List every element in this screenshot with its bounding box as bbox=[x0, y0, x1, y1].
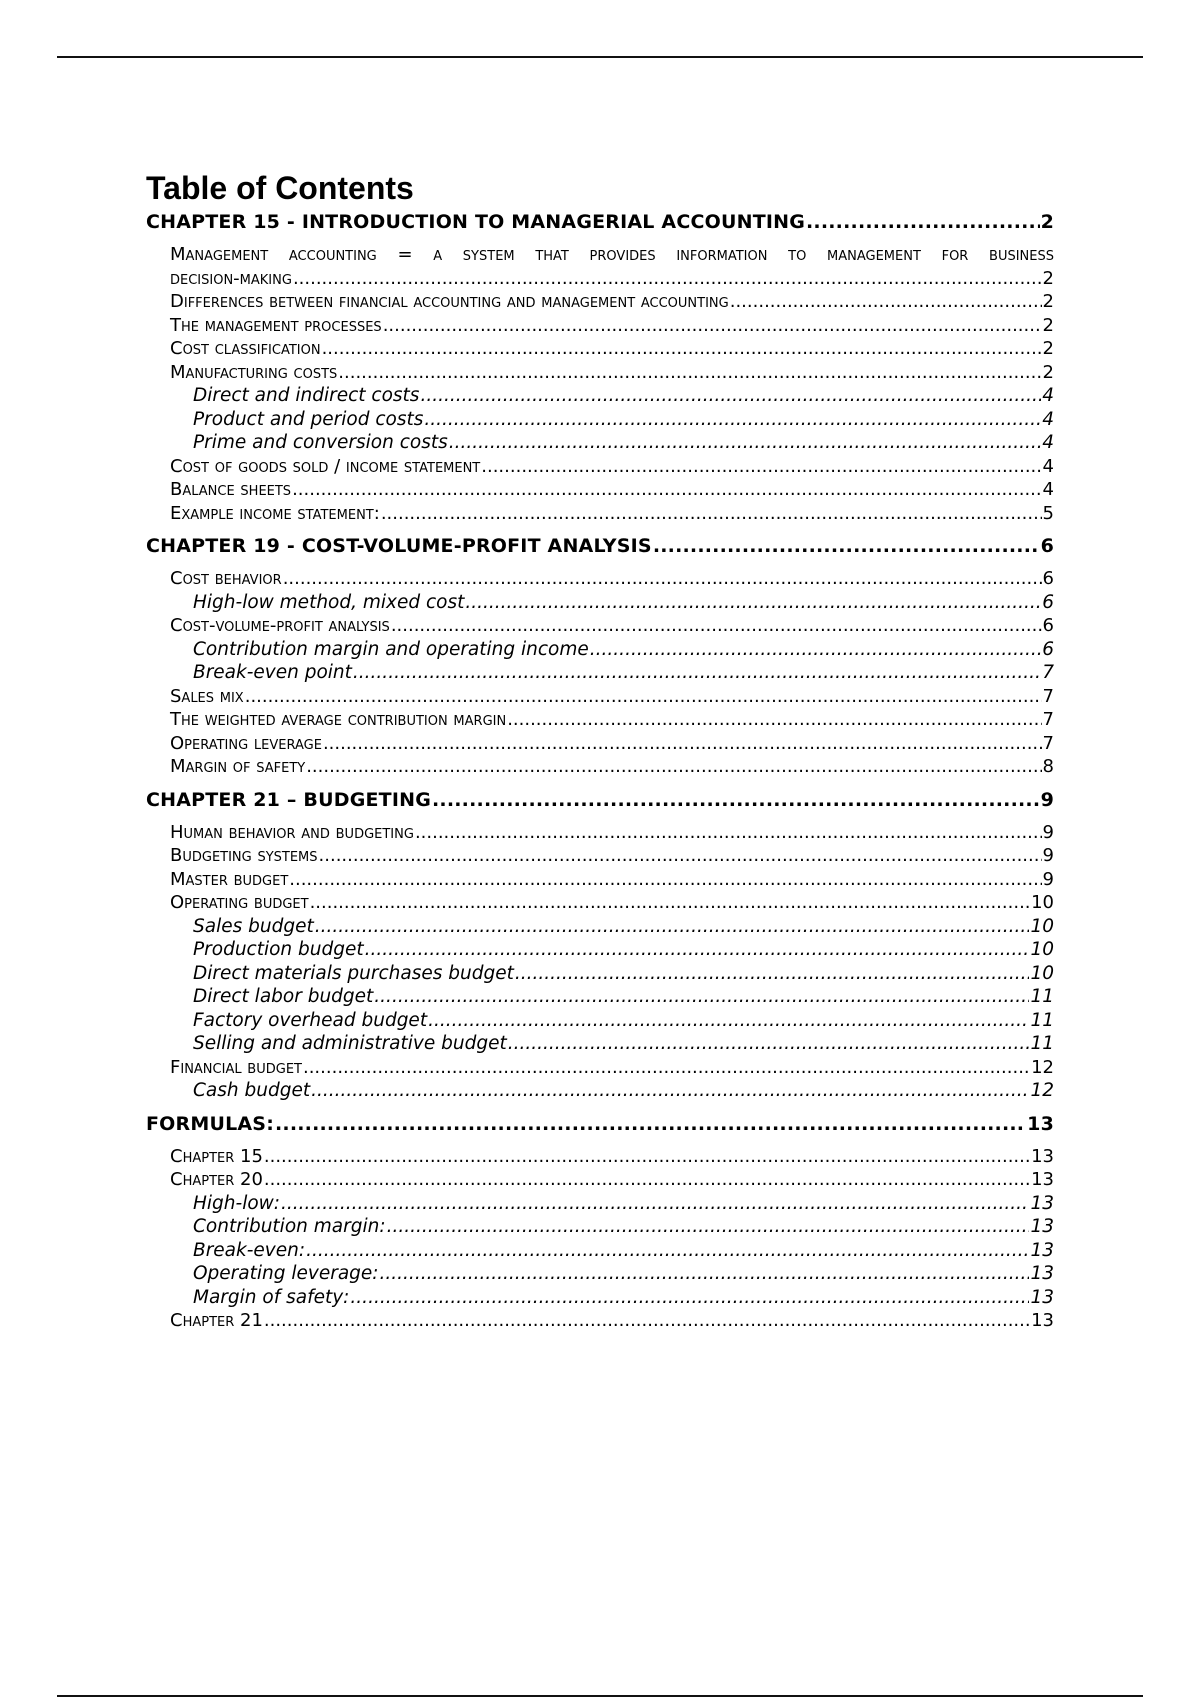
toc-page-number: 8 bbox=[1042, 756, 1054, 777]
toc-entry[interactable] bbox=[146, 337, 1054, 361]
toc-page-number: 5 bbox=[1042, 502, 1054, 524]
toc-leader bbox=[415, 821, 1042, 845]
toc-page-number: 4 bbox=[1042, 479, 1054, 500]
toc-entry-label: Operating leverage bbox=[170, 732, 322, 754]
toc-entry-label: CHAPTER 19 - COST-VOLUME-PROFIT ANALYSIS bbox=[146, 535, 652, 557]
toc-page-number: 7 bbox=[1042, 662, 1054, 683]
toc-entry-label: Financial budget bbox=[170, 1056, 302, 1078]
table-of-contents bbox=[146, 168, 1054, 1333]
toc-page-number: 2 bbox=[1042, 338, 1054, 359]
toc-subentry[interactable] bbox=[146, 384, 1054, 408]
toc-subentry[interactable] bbox=[146, 1009, 1054, 1033]
toc-page-number: 2 bbox=[1042, 291, 1054, 312]
toc-leader bbox=[515, 962, 1030, 986]
toc-page-number: 2 bbox=[1040, 211, 1054, 233]
toc-entry-label: Sales mix bbox=[170, 685, 244, 707]
toc-subentry[interactable] bbox=[146, 591, 1054, 615]
toc-leader bbox=[383, 314, 1042, 338]
toc-entry[interactable] bbox=[146, 1056, 1054, 1080]
toc-entry-label: High-low: bbox=[193, 1192, 281, 1214]
toc-subentry[interactable] bbox=[146, 1262, 1054, 1286]
toc-subentry[interactable] bbox=[146, 1215, 1054, 1239]
toc-page-number: 7 bbox=[1042, 732, 1054, 754]
toc-subentry[interactable] bbox=[146, 938, 1054, 962]
toc-page-number: 11 bbox=[1030, 1009, 1054, 1031]
toc-entry-label: Direct labor budget bbox=[193, 986, 374, 1007]
toc-page-number: 13 bbox=[1027, 1112, 1054, 1135]
toc-entry-label: The weighted average contribution margin bbox=[170, 709, 507, 730]
toc-leader bbox=[310, 891, 1031, 915]
toc-page-number: 7 bbox=[1042, 709, 1054, 730]
toc-entry-label: High-low method, mixed cost bbox=[193, 591, 465, 613]
toc-entry-label: Contribution margin: bbox=[193, 1216, 386, 1237]
toc-entry-label: Cost-volume-profit analysis bbox=[170, 615, 390, 636]
toc-entry-label: Human behavior and budgeting bbox=[170, 821, 414, 843]
toc-leader bbox=[306, 755, 1041, 779]
toc-chapter-21[interactable] bbox=[146, 788, 1054, 812]
footer-rule bbox=[57, 1695, 1143, 1697]
toc-entry[interactable] bbox=[146, 891, 1054, 915]
toc-entry-label: Product and period costs bbox=[193, 408, 424, 430]
toc-entry-label: Example income statement: bbox=[170, 502, 380, 524]
toc-entry-label: FORMULAS: bbox=[146, 1112, 274, 1135]
toc-subentry[interactable] bbox=[146, 1079, 1054, 1103]
toc-page-number: 13 bbox=[1030, 1286, 1054, 1308]
toc-leader bbox=[264, 1145, 1030, 1169]
toc-entry-label: Break-even point bbox=[193, 662, 352, 683]
toc-leader bbox=[449, 431, 1041, 455]
toc-subentry[interactable] bbox=[146, 1286, 1054, 1310]
toc-entry[interactable] bbox=[146, 314, 1054, 338]
toc-page-number: 13 bbox=[1031, 1310, 1054, 1331]
toc-entry-label: The management processes bbox=[170, 314, 382, 336]
toc-entry[interactable] bbox=[146, 1168, 1054, 1192]
toc-leader bbox=[311, 1079, 1029, 1103]
toc-leader bbox=[806, 210, 1040, 234]
toc-leader bbox=[391, 614, 1042, 638]
toc-entry-label: Operating leverage: bbox=[193, 1263, 379, 1284]
toc-entry-label: Direct and indirect costs bbox=[193, 385, 420, 406]
toc-leader bbox=[424, 408, 1041, 432]
toc-entry[interactable] bbox=[146, 708, 1054, 732]
toc-entry-label: CHAPTER 21 – BUDGETING bbox=[146, 788, 432, 811]
toc-leader bbox=[730, 290, 1042, 314]
toc-page-number: 13 bbox=[1030, 1239, 1054, 1261]
toc-page-number: 6 bbox=[1042, 615, 1054, 636]
toc-page-number: 9 bbox=[1042, 845, 1054, 866]
toc-subentry[interactable] bbox=[146, 1032, 1054, 1056]
toc-page-number: 9 bbox=[1040, 788, 1054, 811]
toc-page-number: 10 bbox=[1030, 915, 1054, 937]
toc-subentry[interactable] bbox=[146, 408, 1054, 432]
toc-entry-wrap-line: Management accounting = a system that provides information to management for business bbox=[170, 244, 1054, 265]
toc-entry-label: Margin of safety: bbox=[193, 1286, 350, 1308]
toc-entry[interactable] bbox=[146, 567, 1054, 591]
toc-entry[interactable] bbox=[146, 755, 1054, 779]
toc-entry[interactable] bbox=[146, 455, 1054, 479]
toc-entry-label: Direct materials purchases budget bbox=[193, 962, 514, 984]
toc-entry-label: Sales budget bbox=[193, 915, 314, 937]
toc-entry[interactable] bbox=[146, 361, 1054, 385]
toc-page-number: 13 bbox=[1031, 1169, 1054, 1190]
toc-entry[interactable] bbox=[146, 502, 1054, 526]
toc-entry-label: Cost classification bbox=[170, 338, 321, 359]
toc-entry[interactable] bbox=[146, 868, 1054, 892]
toc-page-number: 7 bbox=[1042, 685, 1054, 707]
toc-leader bbox=[281, 1192, 1029, 1216]
toc-entry[interactable] bbox=[146, 821, 1054, 845]
header-rule bbox=[57, 56, 1143, 58]
toc-chapter-15[interactable] bbox=[146, 210, 1054, 234]
toc-page-number: 4 bbox=[1042, 432, 1054, 453]
toc-entry-label: Master budget bbox=[170, 868, 289, 890]
toc-leader bbox=[381, 502, 1042, 526]
toc-page-number: 11 bbox=[1030, 986, 1054, 1007]
toc-entry-label: Factory overhead budget bbox=[193, 1009, 428, 1031]
toc-leader bbox=[653, 534, 1040, 558]
toc-entry-label: Operating budget bbox=[170, 892, 309, 913]
toc-leader bbox=[428, 1009, 1029, 1033]
toc-title: Table of Contents bbox=[146, 170, 414, 206]
toc-leader bbox=[306, 1239, 1029, 1263]
toc-entry-label: Differences between financial accounting and management accounting bbox=[170, 291, 729, 312]
toc-leader bbox=[508, 1032, 1030, 1056]
toc-entry-label: decision-making bbox=[170, 267, 292, 289]
toc-subentry[interactable] bbox=[146, 1239, 1054, 1263]
toc-leader bbox=[289, 868, 1041, 892]
toc-subentry[interactable] bbox=[146, 431, 1054, 455]
toc-entry-label: Cost behavior bbox=[170, 568, 282, 589]
toc-subentry[interactable] bbox=[146, 915, 1054, 939]
toc-leader bbox=[292, 478, 1041, 502]
toc-entry[interactable] bbox=[146, 732, 1054, 756]
toc-entry-label: Cost of goods sold / income statement bbox=[170, 455, 481, 477]
toc-entry[interactable] bbox=[146, 478, 1054, 502]
toc-entry[interactable] bbox=[146, 267, 1054, 291]
toc-leader bbox=[350, 1286, 1029, 1310]
toc-leader bbox=[465, 591, 1041, 615]
toc-leader bbox=[303, 1056, 1030, 1080]
toc-entry-label: Chapter 15 bbox=[170, 1145, 263, 1167]
toc-entry-label: Cash budget bbox=[193, 1080, 311, 1101]
toc-leader bbox=[507, 708, 1041, 732]
toc-page-number: 10 bbox=[1031, 892, 1054, 913]
toc-page-number: 13 bbox=[1030, 1192, 1054, 1214]
toc-leader bbox=[264, 1309, 1030, 1333]
toc-subentry[interactable] bbox=[146, 661, 1054, 685]
toc-entry-label: Contribution margin and operating income bbox=[193, 638, 589, 660]
toc-entry[interactable] bbox=[146, 290, 1054, 314]
toc-entry-label: Production budget bbox=[193, 939, 364, 960]
toc-page-number: 6 bbox=[1042, 638, 1054, 660]
toc-page-number: 9 bbox=[1042, 868, 1054, 890]
toc-leader bbox=[283, 567, 1042, 591]
toc-entry-label: Break-even: bbox=[193, 1239, 306, 1261]
toc-entry-label: Chapter 20 bbox=[170, 1169, 263, 1190]
toc-leader bbox=[374, 985, 1029, 1009]
toc-page-number: 11 bbox=[1030, 1033, 1054, 1054]
toc-page-number: 10 bbox=[1030, 962, 1054, 984]
toc-leader bbox=[319, 844, 1042, 868]
toc-leader bbox=[365, 938, 1030, 962]
toc-entry[interactable] bbox=[146, 844, 1054, 868]
toc-leader bbox=[293, 267, 1042, 291]
toc-page-number: 9 bbox=[1042, 821, 1054, 843]
toc-page-number: 13 bbox=[1031, 1145, 1054, 1167]
toc-entry-label: Prime and conversion costs bbox=[193, 432, 448, 453]
toc-entry-label: Chapter 21 bbox=[170, 1310, 263, 1331]
toc-page-number: 12 bbox=[1030, 1080, 1054, 1101]
toc-leader bbox=[420, 384, 1041, 408]
toc-page-number: 4 bbox=[1042, 408, 1054, 430]
toc-subentry[interactable] bbox=[146, 962, 1054, 986]
toc-leader bbox=[353, 661, 1041, 685]
toc-page-number: 2 bbox=[1042, 314, 1054, 336]
toc-page-number: 12 bbox=[1031, 1056, 1054, 1078]
toc-chapter-19[interactable] bbox=[146, 534, 1054, 558]
toc-entry[interactable] bbox=[146, 685, 1054, 709]
toc-leader bbox=[322, 337, 1042, 361]
toc-page-number: 13 bbox=[1030, 1216, 1054, 1237]
toc-leader bbox=[264, 1168, 1030, 1192]
toc-entry-label: Manufacturing costs bbox=[170, 361, 338, 383]
toc-formulas[interactable] bbox=[146, 1112, 1054, 1136]
toc-page-number: 13 bbox=[1030, 1263, 1054, 1284]
toc-leader bbox=[275, 1112, 1026, 1136]
toc-page-number: 10 bbox=[1030, 939, 1054, 960]
toc-page-number: 4 bbox=[1042, 455, 1054, 477]
toc-leader bbox=[323, 732, 1042, 756]
toc-leader bbox=[315, 915, 1030, 939]
toc-leader bbox=[245, 685, 1042, 709]
toc-leader bbox=[590, 638, 1041, 662]
toc-entry-label: Selling and administrative budget bbox=[193, 1033, 507, 1054]
toc-entry-label: Balance sheets bbox=[170, 479, 292, 500]
toc-subentry[interactable] bbox=[146, 985, 1054, 1009]
toc-page-number: 6 bbox=[1042, 568, 1054, 589]
toc-leader bbox=[432, 788, 1040, 812]
toc-leader bbox=[387, 1215, 1030, 1239]
toc-leader bbox=[481, 455, 1041, 479]
toc-page-number: 6 bbox=[1042, 591, 1054, 613]
toc-entry-label: CHAPTER 15 - INTRODUCTION TO MANAGERIAL ACCOUNTING bbox=[146, 211, 806, 233]
toc-entry[interactable] bbox=[146, 1145, 1054, 1169]
toc-page-number: 2 bbox=[1042, 267, 1054, 289]
toc-entry[interactable] bbox=[146, 614, 1054, 638]
toc-entry-label: Budgeting systems bbox=[170, 845, 318, 866]
toc-entry[interactable] bbox=[146, 1309, 1054, 1333]
toc-entry-label: Margin of safety bbox=[170, 756, 306, 777]
toc-page-number: 6 bbox=[1040, 535, 1054, 557]
toc-subentry[interactable] bbox=[146, 1192, 1054, 1216]
toc-subentry[interactable] bbox=[146, 638, 1054, 662]
toc-leader bbox=[380, 1262, 1030, 1286]
toc-leader bbox=[338, 361, 1041, 385]
toc-page-number: 2 bbox=[1042, 361, 1054, 383]
toc-page-number: 4 bbox=[1042, 385, 1054, 406]
